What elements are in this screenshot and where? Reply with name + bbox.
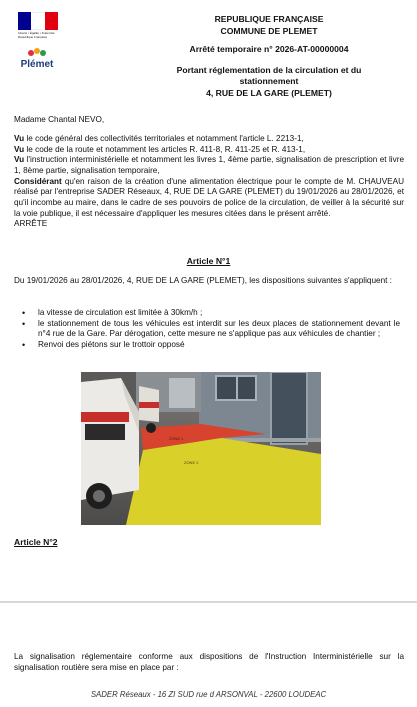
visa-keyword: Vu xyxy=(14,144,25,154)
considerant-text: qu'en raison de la création d'une alimentation électrique pour le compte de M. CHAUVEAU réalisé par l'entreprise SADER Réseaux, 4, RUE DE LA GARE (PLEMET) du 19/01/2026 au 28/01/2026, et qu'il incombe au maire, dans le cadre de ses pouvoirs de police de la circulation, de veiller à la sécurité sur la voie publique, il est nécessaire d'appliquer les mesures citées dans le présent arrêté. xyxy=(14,176,404,218)
commune-logo-text: Plémet xyxy=(20,59,54,70)
visa-text: l'instruction interministérielle et notamment les livres 1, 4ème partie, signalisation de prescription et livre 1, 8ème partie, signalisation temporaire, xyxy=(14,155,404,175)
page-footer: SADER Réseaux - 16 ZI SUD rue d ARSONVAL - 22600 LOUDEAC xyxy=(90,690,327,699)
rf-name: République Française xyxy=(18,34,48,39)
visa-keyword: Vu xyxy=(14,155,25,165)
zone-1-label: ZONE 1 xyxy=(169,436,184,441)
considerant-item xyxy=(14,177,404,220)
page-separator xyxy=(0,601,417,603)
visa-keyword: Vu xyxy=(14,134,25,143)
article-1-title: Article N°1 xyxy=(186,256,231,266)
objet-line-1: Portant réglementation de la circulation et du xyxy=(176,64,362,75)
site-photo xyxy=(81,372,321,525)
article-1-measures xyxy=(22,308,400,351)
rf-logo-caption xyxy=(18,32,58,39)
article-1-intro: Du 19/01/2026 au 28/01/2026, 4, RUE DE LA GARE (PLEMET), les dispositions suivantes s'appliquent : xyxy=(14,276,392,285)
document-header xyxy=(140,14,398,100)
visas-block xyxy=(14,134,404,230)
considerant-keyword: Considérant xyxy=(14,176,62,186)
objet-line-2: stationnement xyxy=(239,76,299,87)
tricolor-flag-icon xyxy=(18,12,58,30)
visa-item xyxy=(14,155,404,176)
measure-item: • la vitesse de circulation est limitée à 30km/h ; xyxy=(22,308,400,319)
objet-line-3: 4, RUE DE LA GARE (PLEMET) xyxy=(206,87,332,98)
rf-motto: Liberté • Égalité • Fraternité xyxy=(18,31,55,35)
header-commune: COMMUNE DE PLEMET xyxy=(220,25,318,36)
addressee: Madame Chantal NEVO, xyxy=(14,115,105,124)
zone-2-marking xyxy=(126,438,321,525)
measure-item: • le stationnement de tous les véhicules est interdit sur les deux places de stationnement devant le n°4 rue de la Gare. Par dérogation, cette mesure ne s'applique pas aux véhicules de chantier ; xyxy=(22,319,400,340)
arrete-word: ARRÊTE xyxy=(14,219,48,229)
arrete-number: Arrêté temporaire n° 2026-AT-00000004 xyxy=(189,44,349,55)
article-2-title: Article N°2 xyxy=(14,537,58,547)
header-republique: REPUBLIQUE FRANÇAISE xyxy=(214,14,324,24)
republique-francaise-logo xyxy=(18,12,58,44)
site-photo-illustration xyxy=(81,372,321,525)
measure-item: • Renvoi des piétons sur le trottoir opposé xyxy=(22,340,400,351)
visa-item xyxy=(14,134,404,145)
visa-text: le code général des collectivités territoriales et notamment l'article L. 2213-1, xyxy=(24,134,304,143)
commune-logo xyxy=(14,48,60,74)
signalisation-paragraph: La signalisation réglementaire conforme aux dispositions de l'Instruction Interministérielle sur la signalisation routière sera mise en place par : xyxy=(14,652,404,672)
commune-emblem-icon xyxy=(24,48,50,58)
visa-text: le code de la route et notamment les articles R. 411-8, R. 411-25 et R. 413-1, xyxy=(24,144,306,154)
visa-item xyxy=(14,145,404,156)
zone-2-label: ZONE 2 xyxy=(184,460,199,465)
